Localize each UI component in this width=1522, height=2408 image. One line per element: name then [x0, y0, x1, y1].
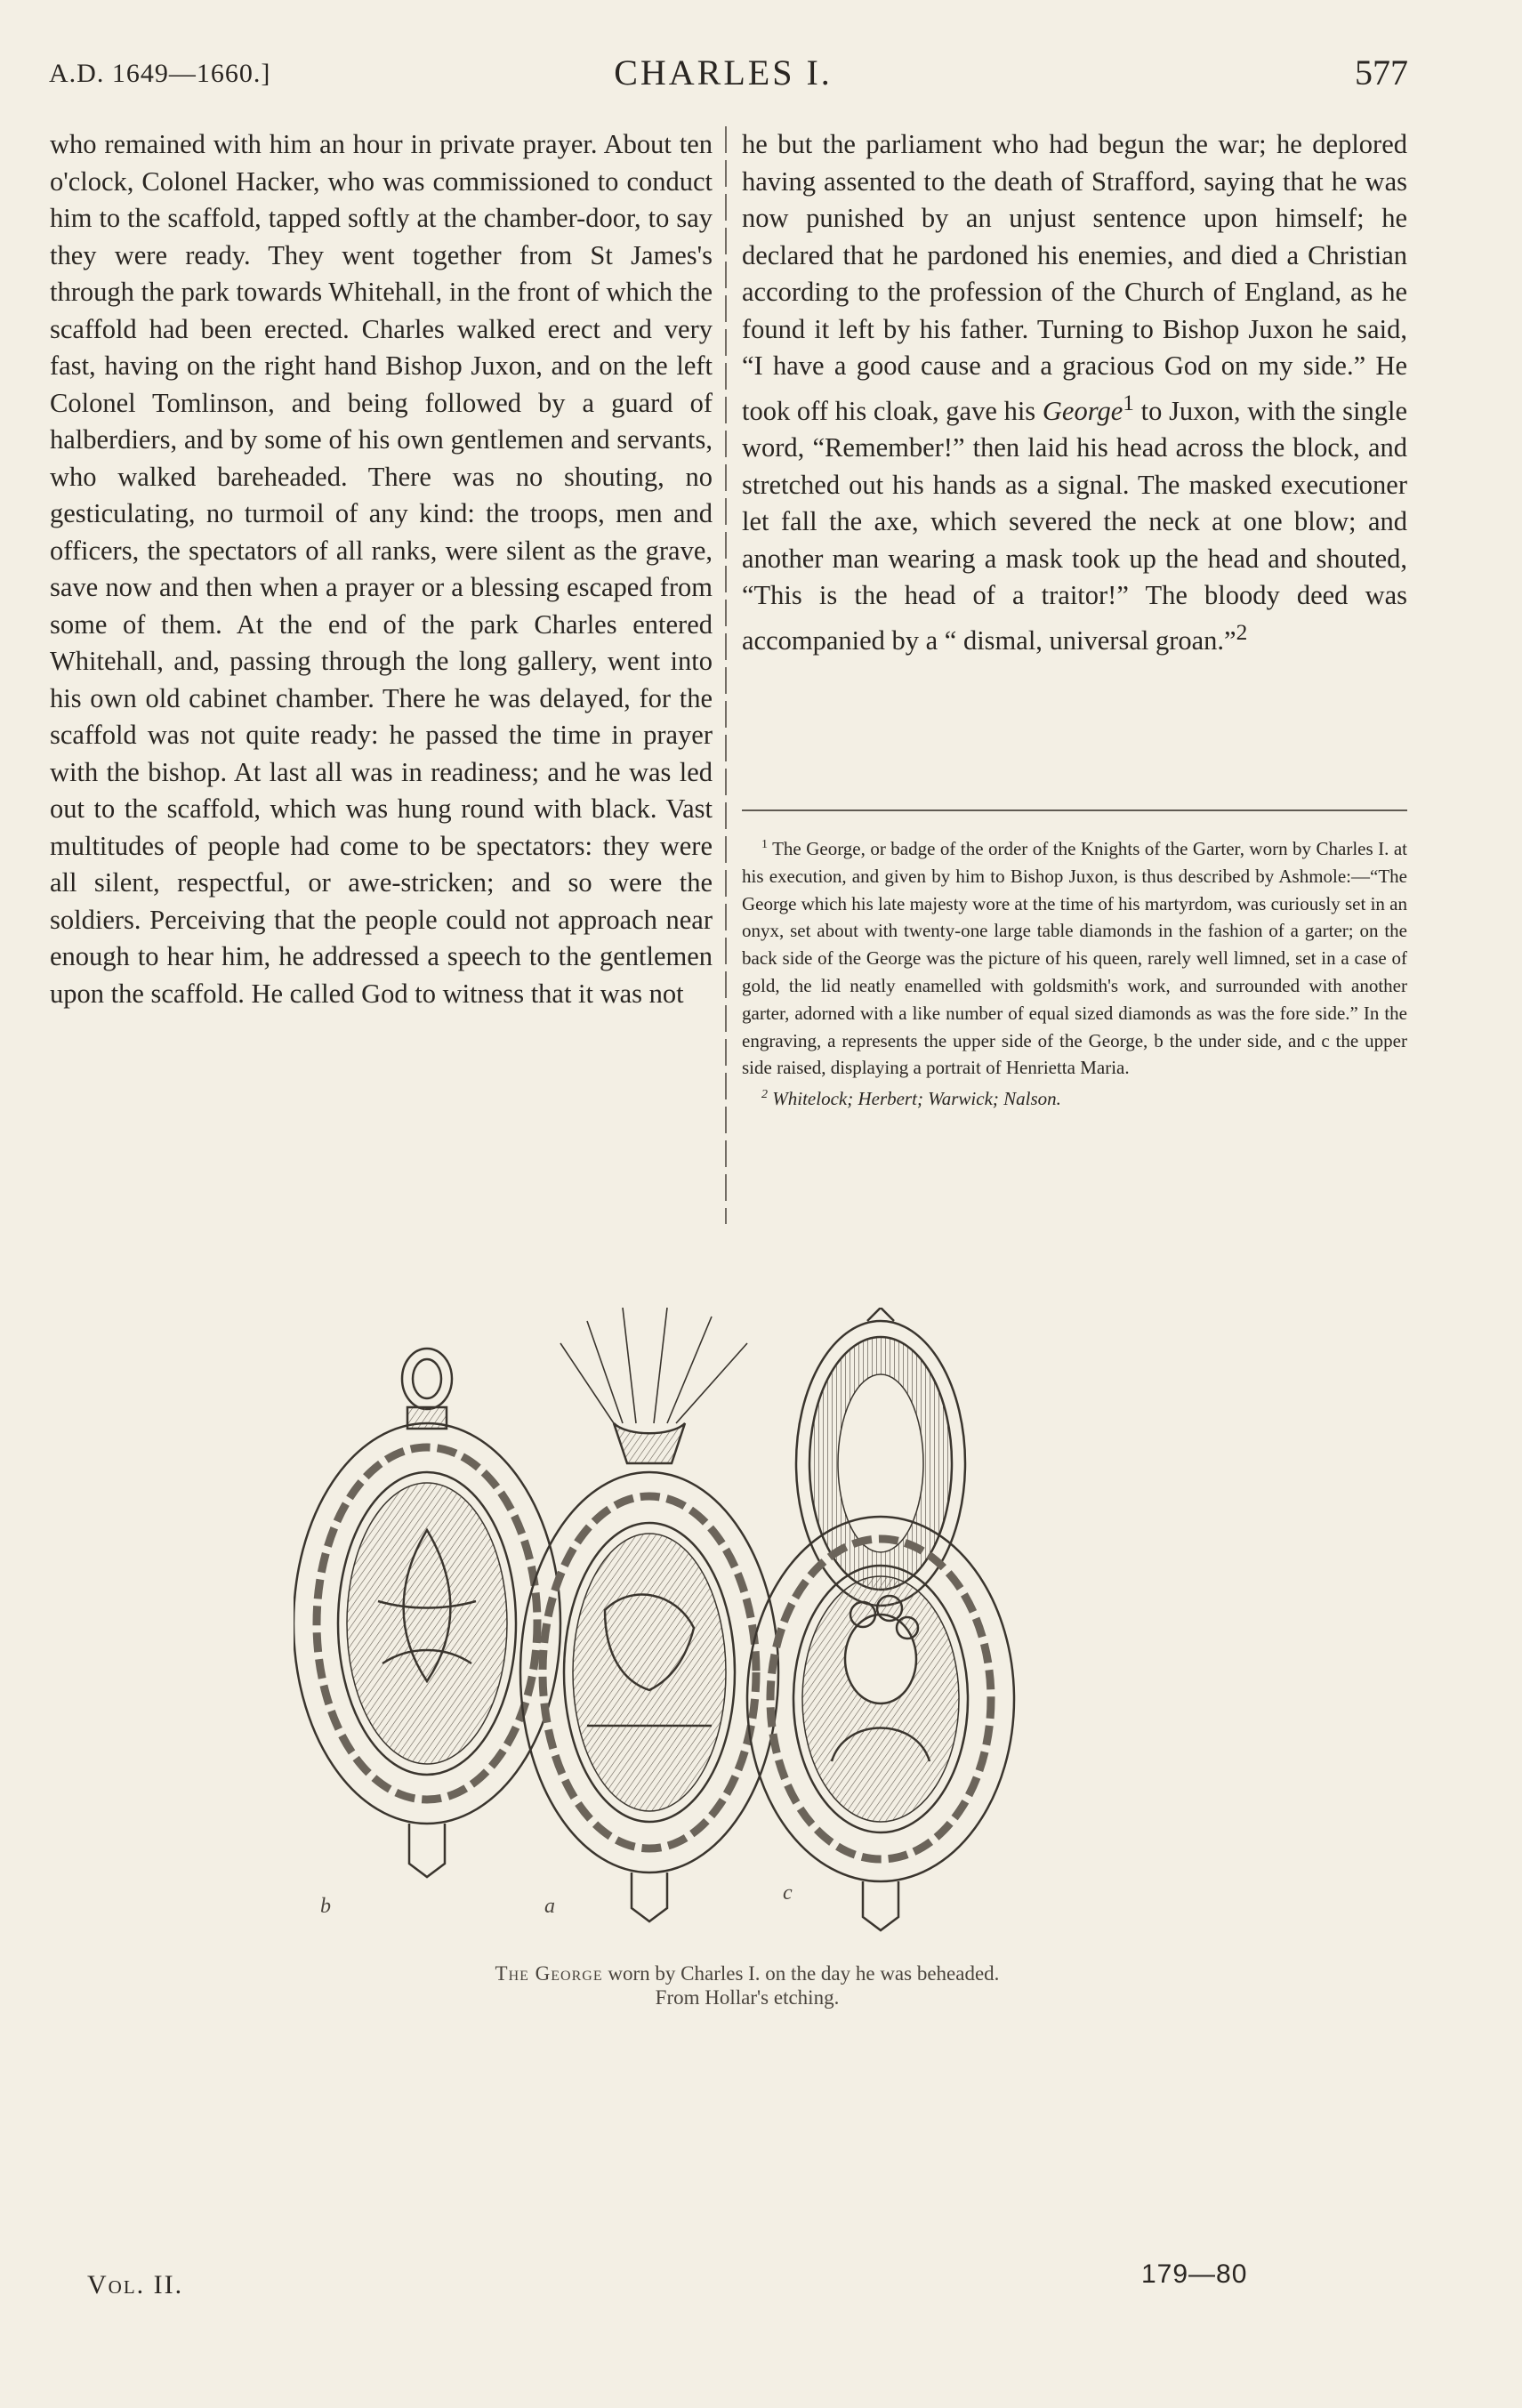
- footnote-1-text: The George, or badge of the order of the Knights of the Garter, worn by Charles I. at his execution, and given by him to Bishop Juxon, is thus described by Ashmole:—“The George which his late majesty wore at the time of his martyrdom, was curiously set in an onyx, set about with twenty-one large table diamonds in the fashion of a garter; on the back side of the George was the picture of his queen, rarely well limned, set in a case of gold, the lid neatly enamelled with goldsmith's work, and surrounded with another garter, adorned with a like number of equal sized diamonds as was the fore side.” In the engraving, a represents the upper side of the George, b the under side, and c the upper side raised, displaying a portrait of Henrietta Maria.: [742, 838, 1407, 1079]
- right-column-paragraph: [742, 126, 1407, 659]
- george-view-c: [747, 1308, 1014, 1930]
- figure-label-c: c: [783, 1881, 793, 1905]
- left-column-text: who remained with him an hour in private prayer. About ten o'clock, Colonel Hacker, who was commissioned to conduct him to the scaffold, tapped softly at the chamber-door, to say they were ready. They went together from St James's through the park towards Whitehall, in the front of which the scaffold had been erected. Charles walked erect and very fast, having on the right hand Bishop Juxon, and on the left Colonel Tomlinson, and being followed by a guard of halberdiers, and by some of his own gentlemen and servants, who walked bareheaded. There was no shouting, no gesticulating, no turmoil of any kind: the troops, men and officers, the spectators of all ranks, were silent as the grave, save now and then when a prayer or a blessing escaped from some of them. At the end of the park Charles entered Whitehall, and, passing through the long gallery, went into his own old cabinet chamber. There he was delayed, for the scaffold was not quite ready: he passed the time in prayer with the bishop. At last all was in readiness; and he was led out to the scaffold, which was hung round with black. Vast multitudes of people had come to be spectators: they were all silent, respectful, or awe-stricken; and so were the soldiers. Perceiving that the people could not approach near enough to hear him, he addressed a speech to the gentlemen upon the scaffold. He called God to witness that it was not: [50, 129, 713, 1009]
- running-header: [49, 50, 1408, 103]
- footnote-2-mark: 2: [761, 1088, 768, 1102]
- right-column-text-b: to Juxon, with the single word, “Remember!” then laid his head across the block, and stretched out his hands as a signal. The masked executioner let fall the axe, which severed the neck at one blow; and another man wearing a mask took up the head and shouted, “This is the head of a traitor!” The bloody deed was accompanied by a “ dismal, universal groan.”: [742, 395, 1407, 656]
- footnote-1: [742, 832, 1407, 1082]
- george-engraving: [294, 1308, 1183, 1939]
- footnote-2: [742, 1082, 1407, 1113]
- footer-signature: 179—80: [1141, 2259, 1248, 2289]
- header-title: CHARLES I.: [614, 52, 833, 93]
- page-number: 577: [1355, 52, 1408, 93]
- caption-line-1-rest: worn by Charles I. on the day he was beheaded.: [602, 1962, 1000, 1985]
- figure-caption: [302, 1961, 1192, 2009]
- right-column-text-a: he but the parliament who had begun the war; he deplored having assented to the death of Strafford, saying that he was now punished by an unjust sentence upon himself; he declared that he pardoned his enemies, and died a Christian according to the profession of the Church of England, as he found it left by his father. Turning to Bishop Juxon he said, “I have a good cause and a gracious God on my side.” He took off his cloak, gave his: [742, 129, 1407, 426]
- footnote-2-text: Whitelock; Herbert; Warwick; Nalson.: [772, 1088, 1061, 1110]
- george-word: George: [1042, 395, 1123, 426]
- footnotes: [742, 832, 1407, 1113]
- footnote-1-mark: 1: [761, 838, 768, 851]
- caption-line-1: [302, 1961, 1192, 1985]
- right-column: [742, 126, 1407, 789]
- left-column: [50, 126, 713, 1234]
- caption-title: The George: [495, 1962, 603, 1985]
- footer-volume: Vol. II.: [87, 2270, 184, 2299]
- caption-line-2: From Hollar's etching.: [655, 1986, 840, 2009]
- george-view-b: [294, 1349, 560, 1877]
- figure-label-a: a: [544, 1895, 555, 1918]
- header-date-range: A.D. 1649—1660.]: [49, 59, 271, 88]
- figure-label-b: b: [320, 1895, 331, 1918]
- george-view-a: [520, 1308, 778, 1921]
- footnote-ref-2[interactable]: 2: [1236, 619, 1248, 645]
- footnote-rule: [742, 809, 1407, 811]
- footnote-ref-1[interactable]: 1: [1123, 390, 1134, 415]
- column-divider: [725, 126, 727, 1224]
